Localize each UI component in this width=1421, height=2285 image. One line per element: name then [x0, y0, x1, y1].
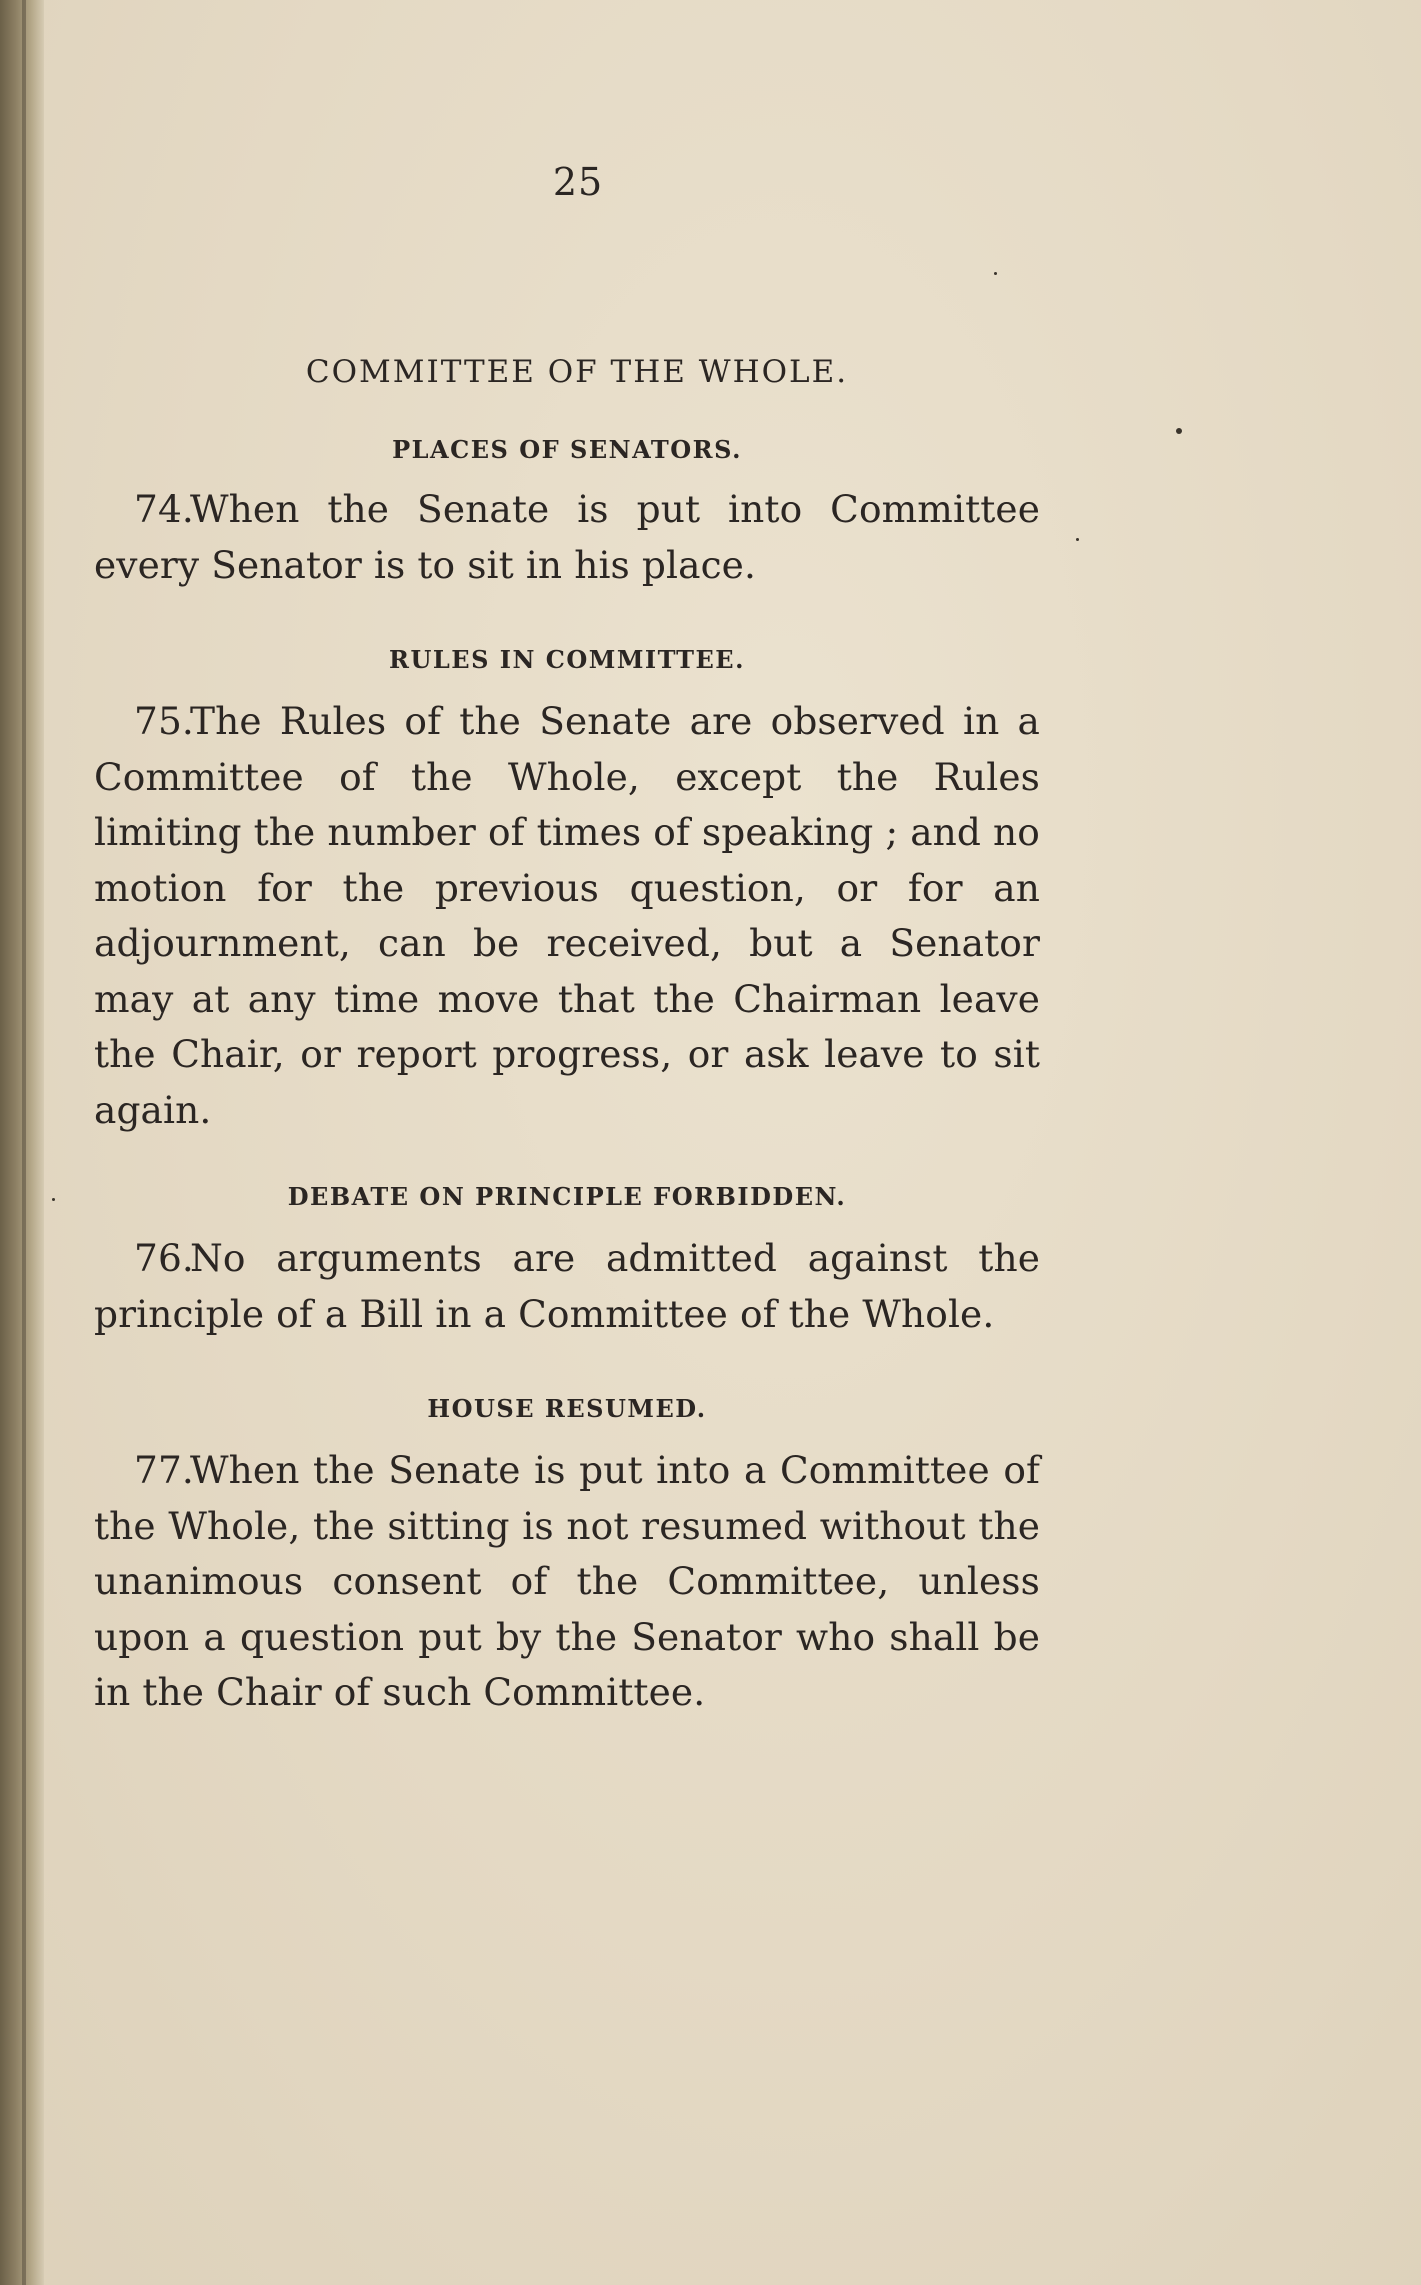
rule-text: When the Senate is put into Committee every Senator is to sit in his place.: [94, 487, 1040, 587]
rule-number: 77.: [134, 1448, 194, 1492]
section-heading: PLACES OF SENATORS.: [392, 435, 742, 464]
rule-paragraph: [94, 1443, 1040, 1721]
gutter-shadow-line: [22, 0, 26, 2285]
rule-text: No arguments are admitted against the principle of a Bill in a Committee of the Whole.: [94, 1236, 1040, 1336]
section-heading: RULES IN COMMITTEE.: [389, 645, 745, 674]
rule-number: 74.: [134, 487, 194, 531]
page-speck: [1076, 538, 1079, 541]
text-block: [94, 160, 1040, 1721]
chapter-title: COMMITTEE OF THE WHOLE.: [305, 354, 849, 390]
page-speck: [52, 1198, 55, 1201]
rule-paragraph: [94, 694, 1040, 1138]
rule-number: 75.: [134, 699, 194, 743]
page-speck: [1176, 428, 1182, 434]
page-number: 25: [552, 160, 604, 204]
rule-paragraph: [94, 482, 1040, 593]
rule-paragraph: [94, 1231, 1040, 1342]
rule-number: 76.: [134, 1236, 194, 1280]
section-heading: DEBATE ON PRINCIPLE FORBIDDEN.: [287, 1182, 847, 1211]
rule-text: When the Senate is put into a Committee of the Whole, the sitting is not resumed without the unanimous consent of the Committee, unless upon a question put by the Senator who shall be in the Chair of such Committee.: [94, 1448, 1040, 1714]
rule-text: The Rules of the Senate are observed in a Committee of the Whole, except the Rules limiting the number of times of speaking ; and no motion for the previous question, or for an adjournment, can be received, but a Senator may at any time move that the Chairman leave the Chair, or report progress, or ask leave to sit again.: [94, 699, 1040, 1132]
section-heading: HOUSE RESUMED.: [427, 1394, 707, 1423]
